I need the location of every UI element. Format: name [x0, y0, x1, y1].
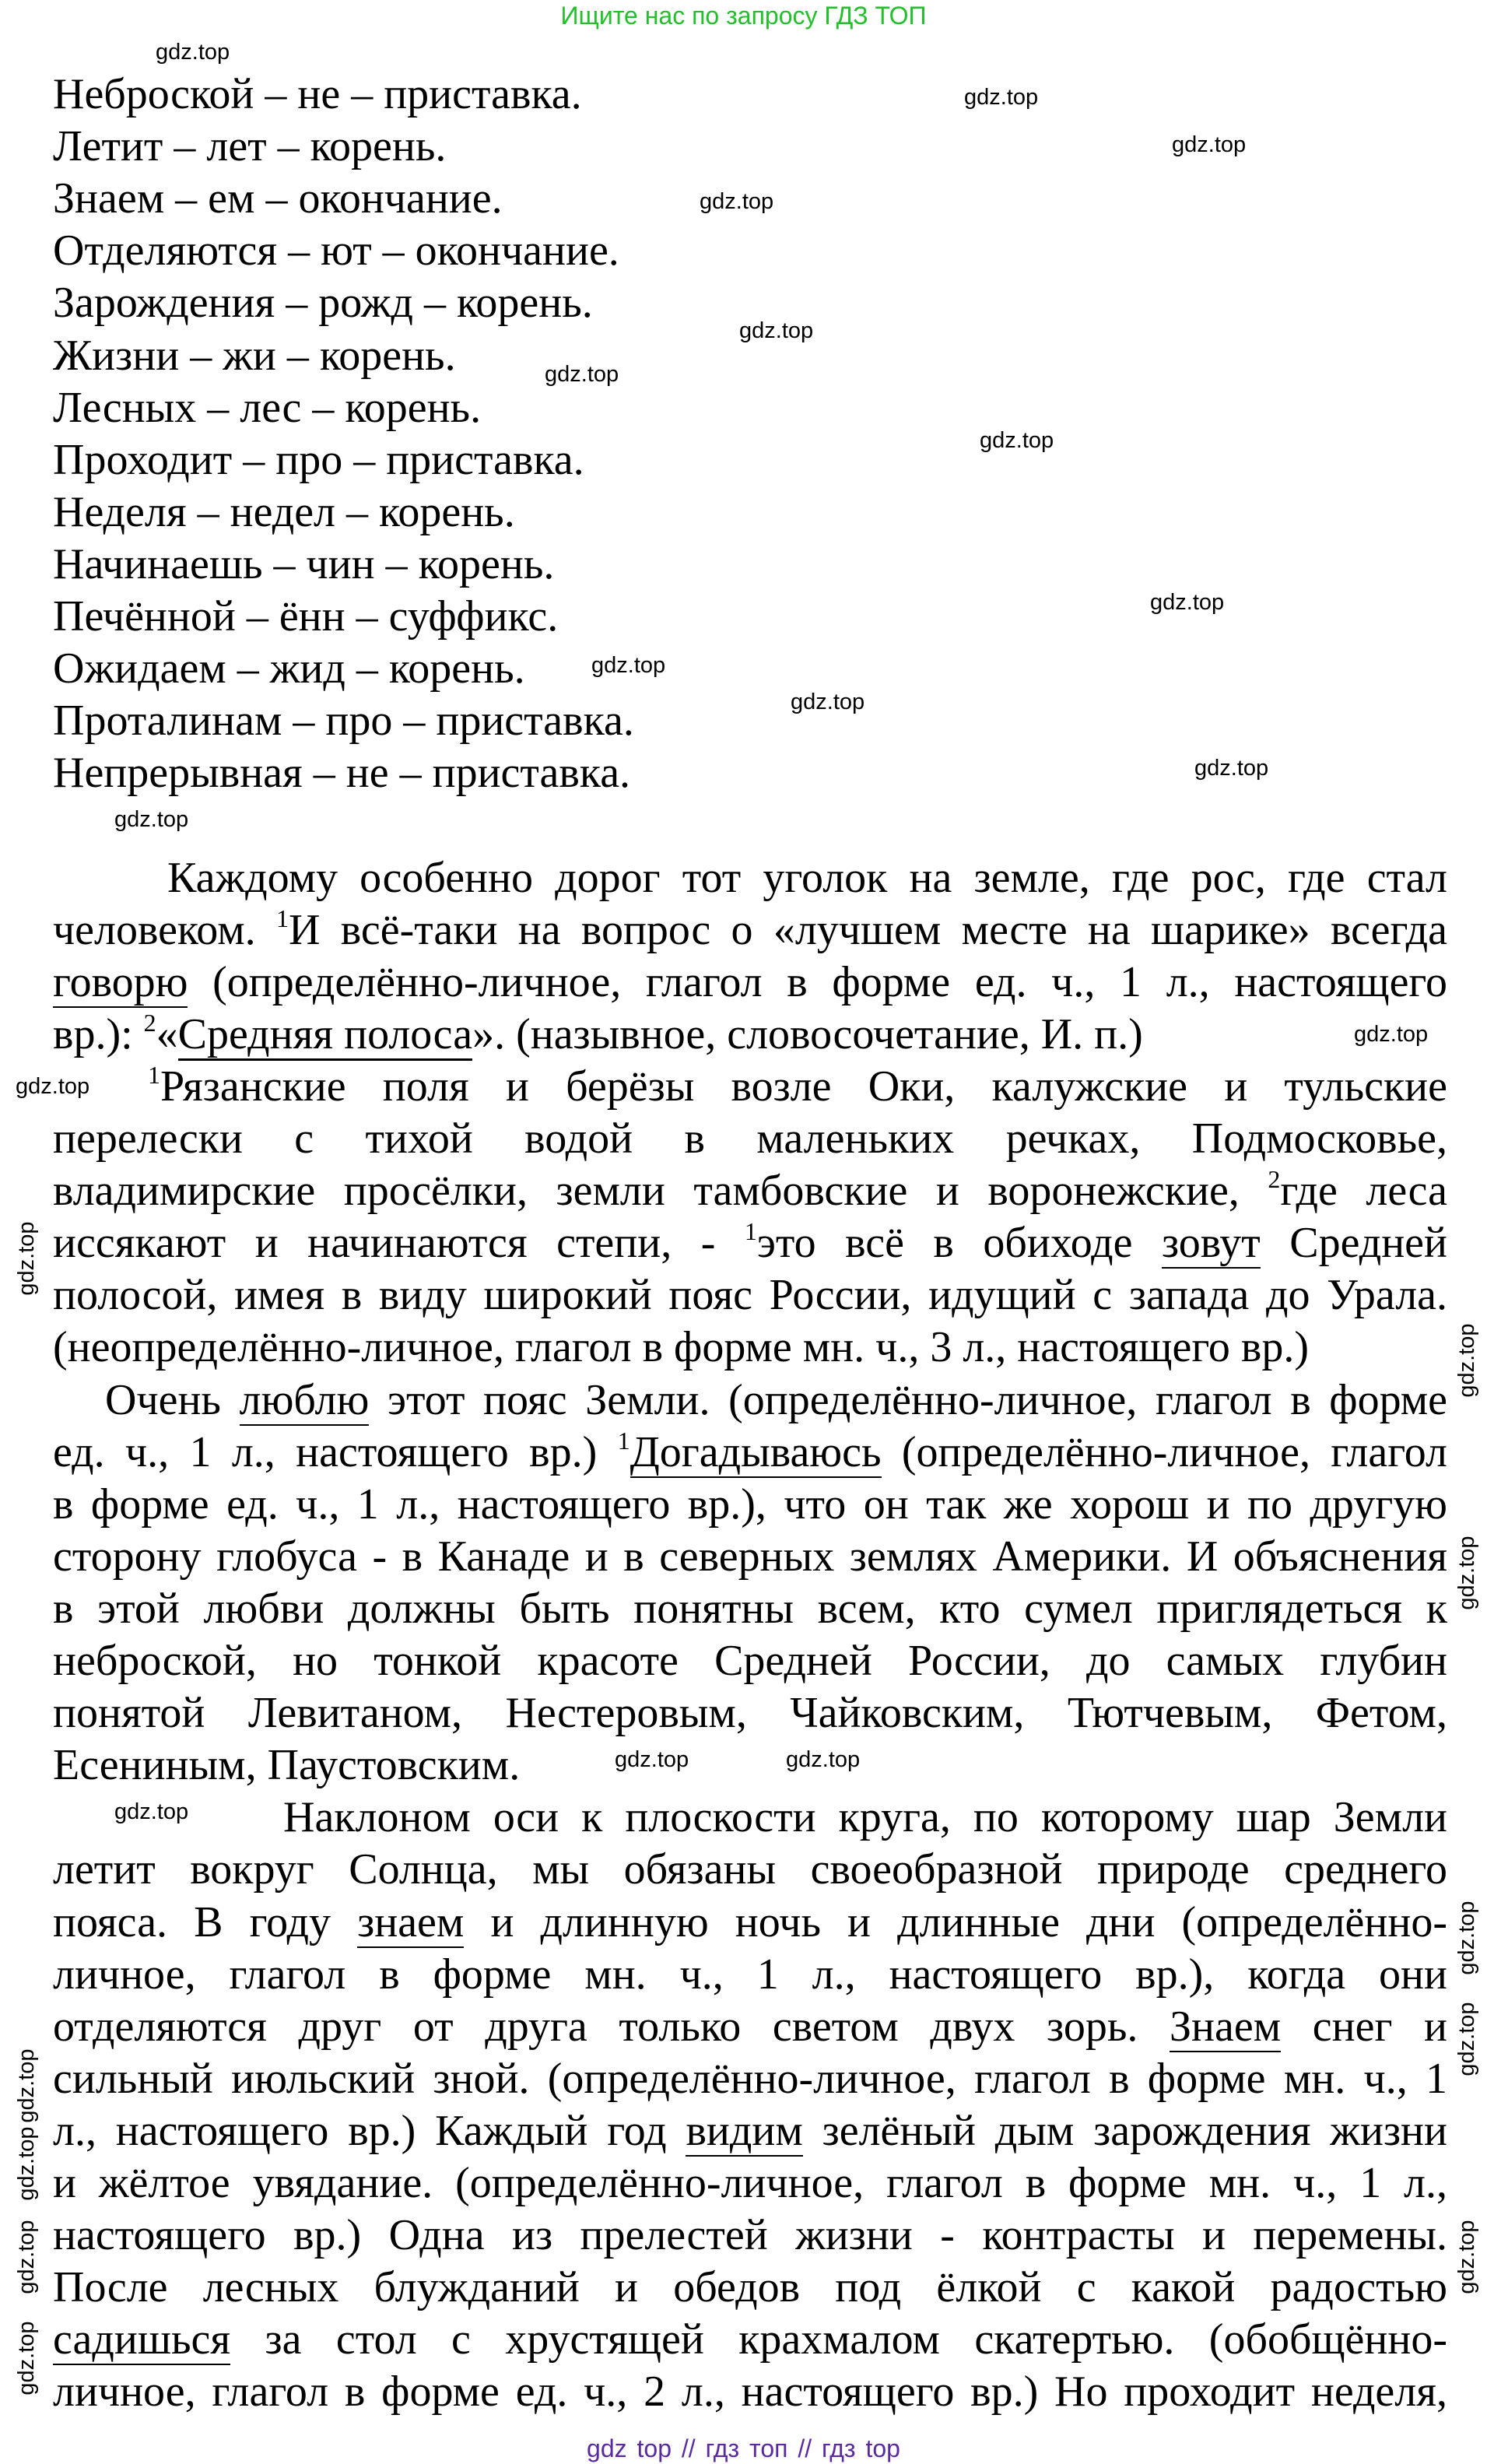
text-line: ед. ч., 1 л., настоящего вр.) $^1$Догадываюсь (определённо-личное, глагол: [53, 1427, 1447, 1478]
text-line: После лесных блужданий и обедов под ёлкой с какой радостью: [53, 2263, 1447, 2312]
watermark: gdz.top: [14, 2321, 39, 2396]
watermark: gdz.top: [615, 1747, 689, 1772]
text-line: сторону глобуса - в Канаде и в северных землях Америки. И объяснения: [53, 1532, 1447, 1581]
text-line: (неопределённо-личное, глагол в форме мн. ч., 3 л., настоящего вр.): [53, 1323, 1310, 1372]
morpheme-line: Неброской – не – приставка.: [53, 70, 582, 118]
text-line: л., настоящего вр.) Каждый год видим зелёный дым зарождения жизни: [53, 2105, 1447, 2157]
text-line: владимирские просёлки, земли тамбовские и воронежские, $^2$где леса: [53, 1165, 1447, 1216]
predicate: Знаем: [1170, 2002, 1281, 2052]
text-line: иссякают и начинаются степи, - $^1$это всё в обиходе зовут Средней: [53, 1217, 1447, 1269]
predicate: Догадываюсь: [630, 1428, 882, 1478]
text-line: полосой, имея в виду широкий пояс России, идущий с запада до Урала.: [53, 1271, 1447, 1320]
text-line: пояса. В году знаем и длинную ночь и длинные дни (определённо-: [53, 1897, 1447, 1948]
morpheme-line: Зарождения – рожд – корень.: [53, 279, 593, 328]
morpheme-line: Начинаешь – чин – корень.: [53, 539, 555, 588]
morpheme-line: Печённой – ённ – суффикс.: [53, 592, 559, 641]
text-line: понятой Левитаном, Нестеровым, Чайковским, Тютчевым, Фетом,: [53, 1689, 1447, 1738]
predicate: говорю: [53, 958, 188, 1008]
text-line: в этой любви должны быть понятны всем, кто сумел приглядеться к: [53, 1584, 1447, 1633]
morpheme-line: Неделя – недел – корень.: [53, 487, 515, 536]
text-line: личное, глагол в форме мн. ч., 1 л., настоящего вр.), когда они: [53, 1950, 1447, 1999]
watermark: gdz.top: [1150, 590, 1225, 615]
morpheme-line: Жизни – жи – корень.: [53, 331, 456, 380]
morpheme-line: Проходит – про – приставка.: [53, 435, 584, 484]
watermark: gdz.top: [1454, 2220, 1479, 2294]
sentence-number: 1: [148, 1060, 160, 1089]
watermark: gdz.top: [14, 2126, 39, 2201]
predicate: знаем: [357, 1898, 464, 1948]
sentence-number: 2: [143, 1008, 156, 1037]
text-line: Есениным, Паустовским.: [53, 1741, 521, 1790]
watermark: gdz.top: [16, 1074, 90, 1099]
watermark: gdz.top: [1454, 1901, 1479, 1975]
watermark: gdz.top: [1454, 1536, 1479, 1610]
watermark: gdz.top: [1354, 1022, 1429, 1047]
watermark: gdz.top: [1172, 132, 1247, 157]
watermark: gdz.top: [1194, 756, 1269, 781]
sentence-number: 1: [617, 1426, 630, 1455]
watermark: gdz.top: [980, 428, 1054, 453]
sentence-number: 2: [1268, 1165, 1281, 1194]
watermark: gdz.top: [545, 362, 619, 387]
watermark: gdz.top: [786, 1747, 861, 1772]
text-line: Каждому особенно дорог тот уголок на земле, где рос, где стал: [167, 853, 1447, 902]
watermark: gdz.top: [700, 189, 774, 214]
watermark: gdz.top: [114, 807, 189, 832]
watermark: gdz.top: [114, 1799, 189, 1824]
text-line: личное, глагол в форме ед. ч., 2 л., настоящего вр.) Но проходит неделя,: [53, 2367, 1447, 2417]
text-line: человеком. $^1$И всё-таки на вопрос о «лучшем месте на шарике» всегда: [53, 904, 1447, 954]
subject: Средняя полоса: [178, 1010, 472, 1061]
watermark: gdz.top: [14, 2048, 39, 2123]
text-line: говорю (определённо-личное, глагол в форме ед. ч., 1 л., настоящего: [53, 956, 1447, 1008]
morpheme-line: Отделяются – ют – окончание.: [53, 226, 619, 276]
morpheme-line: Знаем – ем – окончание.: [53, 174, 503, 223]
text-line: Очень люблю этот пояс Земли. (определённо-личное, глагол в форме: [105, 1374, 1447, 1426]
sentence-number: 1: [276, 904, 289, 932]
watermark: gdz.top: [791, 690, 865, 714]
text-line: настоящего вр.) Одна из прелестей жизни - контрасты и перемены.: [53, 2211, 1447, 2260]
text-line: неброской, но тонкой красоте Средней России, до самых глубин: [53, 1637, 1447, 1685]
watermark: gdz.top: [591, 653, 666, 678]
text-line: отделяются друг от друга только светом двух зорь. Знаем снег и: [53, 2001, 1447, 2052]
text-line: $^1$Рязанские поля и берёзы возле Оки, калужские и тульские: [148, 1060, 1447, 1111]
text-line: перелески с тихой водой в маленьких речках, Подмосковье,: [53, 1114, 1447, 1163]
morpheme-line: Лесных – лес – корень.: [53, 383, 482, 432]
watermark: gdz.top: [1454, 2002, 1479, 2076]
predicate: зовут: [1162, 1219, 1261, 1269]
watermark: gdz.top: [14, 1221, 39, 1296]
watermark: gdz.top: [14, 2220, 39, 2294]
text-line: в форме ед. ч., 1 л., настоящего вр.), что он так же хорош и по другую: [53, 1479, 1447, 1529]
predicate: видим: [686, 2107, 802, 2157]
predicate: садишься: [53, 2315, 230, 2365]
footer-links[interactable]: gdz top // гдз топ // гдз top: [587, 2434, 900, 2462]
watermark: gdz.top: [1454, 1323, 1479, 1398]
watermark: gdz.top: [156, 40, 230, 65]
watermark: gdz.top: [739, 318, 814, 343]
text-line: и жёлтое увядание. (определённо-личное, глагол в форме мн. ч., 1 л.,: [53, 2159, 1447, 2207]
text-line: вр.): $^2$«Средняя полоса». (назывное, словосочетание, И. п.): [53, 1009, 1143, 1060]
text-line: садишься за стол с хрустящей крахмалом скатертью. (обобщённо-: [53, 2314, 1447, 2365]
morpheme-line: Проталинам – про – приставка.: [53, 697, 634, 746]
sentence-number: 1: [744, 1217, 757, 1246]
text-line: сильный июльский зной. (определённо-личное, глагол в форме мн. ч., 1: [53, 2054, 1447, 2103]
watermark: gdz.top: [964, 85, 1039, 110]
morpheme-line: Непрерывная – не – приставка.: [53, 749, 631, 798]
morpheme-line: Летит – лет – корень.: [53, 122, 447, 171]
text-line: Наклоном оси к плоскости круга, по которому шар Земли: [283, 1793, 1447, 1842]
text-line: летит вокруг Солнца, мы обязаны своеобразной природе среднего: [53, 1845, 1447, 1894]
search-banner: Ищите нас по запросу ГДЗ ТОП: [560, 2, 927, 30]
morpheme-line: Ожидаем – жид – корень.: [53, 644, 525, 693]
predicate: люблю: [240, 1376, 370, 1426]
